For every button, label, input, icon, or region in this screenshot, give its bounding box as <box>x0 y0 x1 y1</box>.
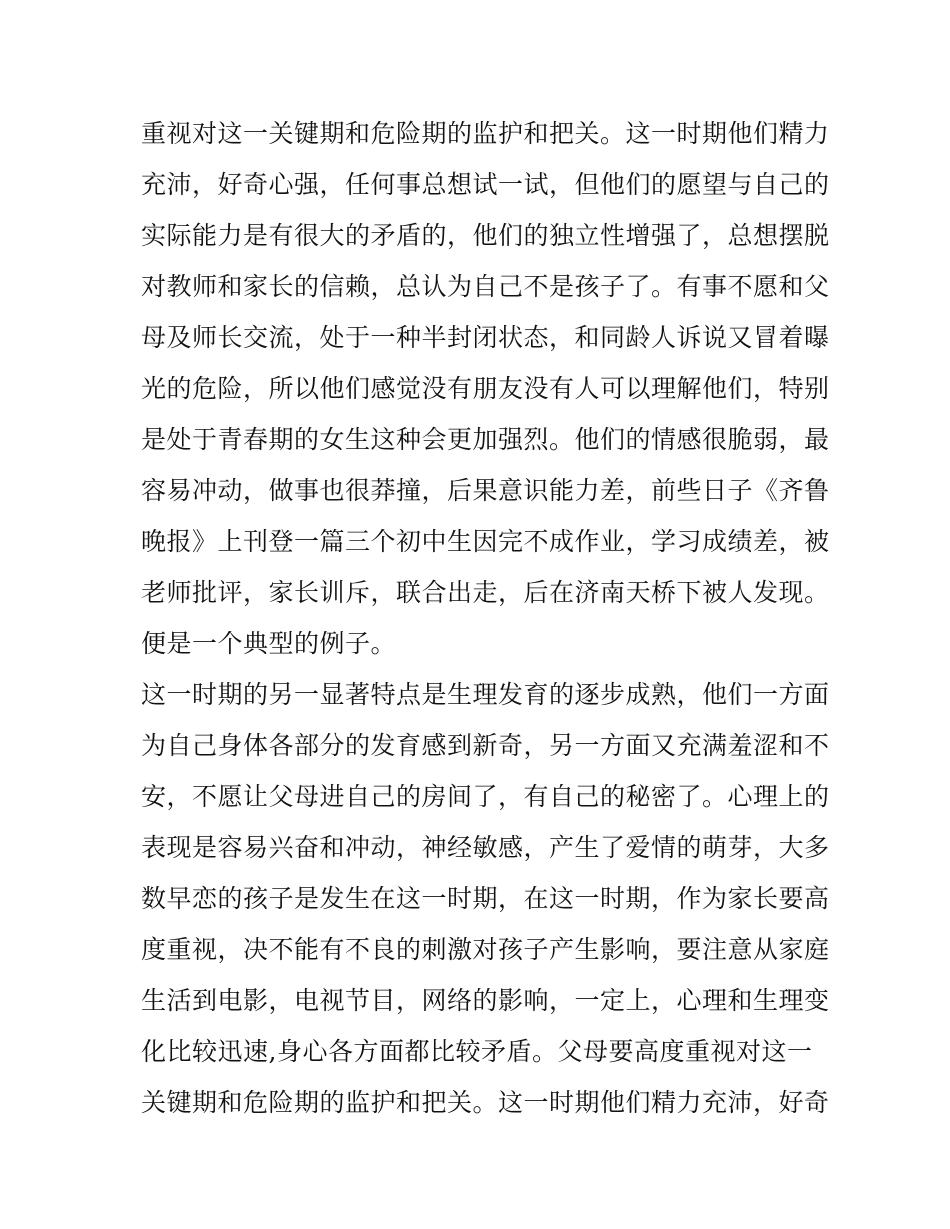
body-text <box>141 108 831 1128</box>
text-line: 这一时期的另一显著特点是生理发育的逐步成熟，他们一方面 <box>141 680 830 709</box>
text-line: 母及师长交流，处于一种半封闭状态，和同龄人诉说又冒着曝 <box>141 323 830 352</box>
text-line: 老师批评，家长训斥，联合出走，后在济南天桥下被人发现。 <box>141 578 830 607</box>
text-line: 关键期和危险期的监护和把关。这一时期他们精力充沛，好奇 <box>141 1088 830 1117</box>
text-line: 数早恋的孩子是发生在这一时期，在这一时期，作为家长要高 <box>141 884 830 913</box>
text-line: 容易冲动，做事也很莽撞，后果意识能力差，前些日子《齐鲁 <box>141 476 830 505</box>
text-line: 表现是容易兴奋和冲动，神经敏感，产生了爱情的萌芽，大多 <box>141 833 830 862</box>
text-line: 晚报》上刊登一篇三个初中生因完不成作业，学习成绩差，被 <box>141 527 830 556</box>
text-line: 对教师和家长的信赖，总认为自己不是孩子了。有事不愿和父 <box>141 272 830 301</box>
text-line: 为自己身体各部分的发育感到新奇，另一方面又充满羞涩和不 <box>141 731 830 760</box>
text-line: 化比较迅速,身心各方面都比较矛盾。父母要高度重视对这一 <box>141 1037 813 1066</box>
text-line: 生活到电影，电视节目，网络的影响，一定上，心理和生理变 <box>141 986 830 1015</box>
text-line: 实际能力是有很大的矛盾的，他们的独立性增强了，总想摆脱 <box>141 221 830 250</box>
text-line: 便是一个典型的例子。 <box>141 629 397 658</box>
text-line: 充沛，好奇心强，任何事总想试一试，但他们的愿望与自己的 <box>141 170 830 199</box>
text-line: 安，不愿让父母进自己的房间了，有自己的秘密了。心理上的 <box>141 782 830 811</box>
text-line: 重视对这一关键期和危险期的监护和把关。这一时期他们精力 <box>141 119 830 148</box>
text-line: 度重视，决不能有不良的刺激对孩子产生影响，要注意从家庭 <box>141 935 830 964</box>
text-line: 是处于青春期的女生这种会更加强烈。他们的情感很脆弱，最 <box>141 425 830 454</box>
text-line: 光的危险，所以他们感觉没有朋友没有人可以理解他们，特别 <box>141 374 830 403</box>
